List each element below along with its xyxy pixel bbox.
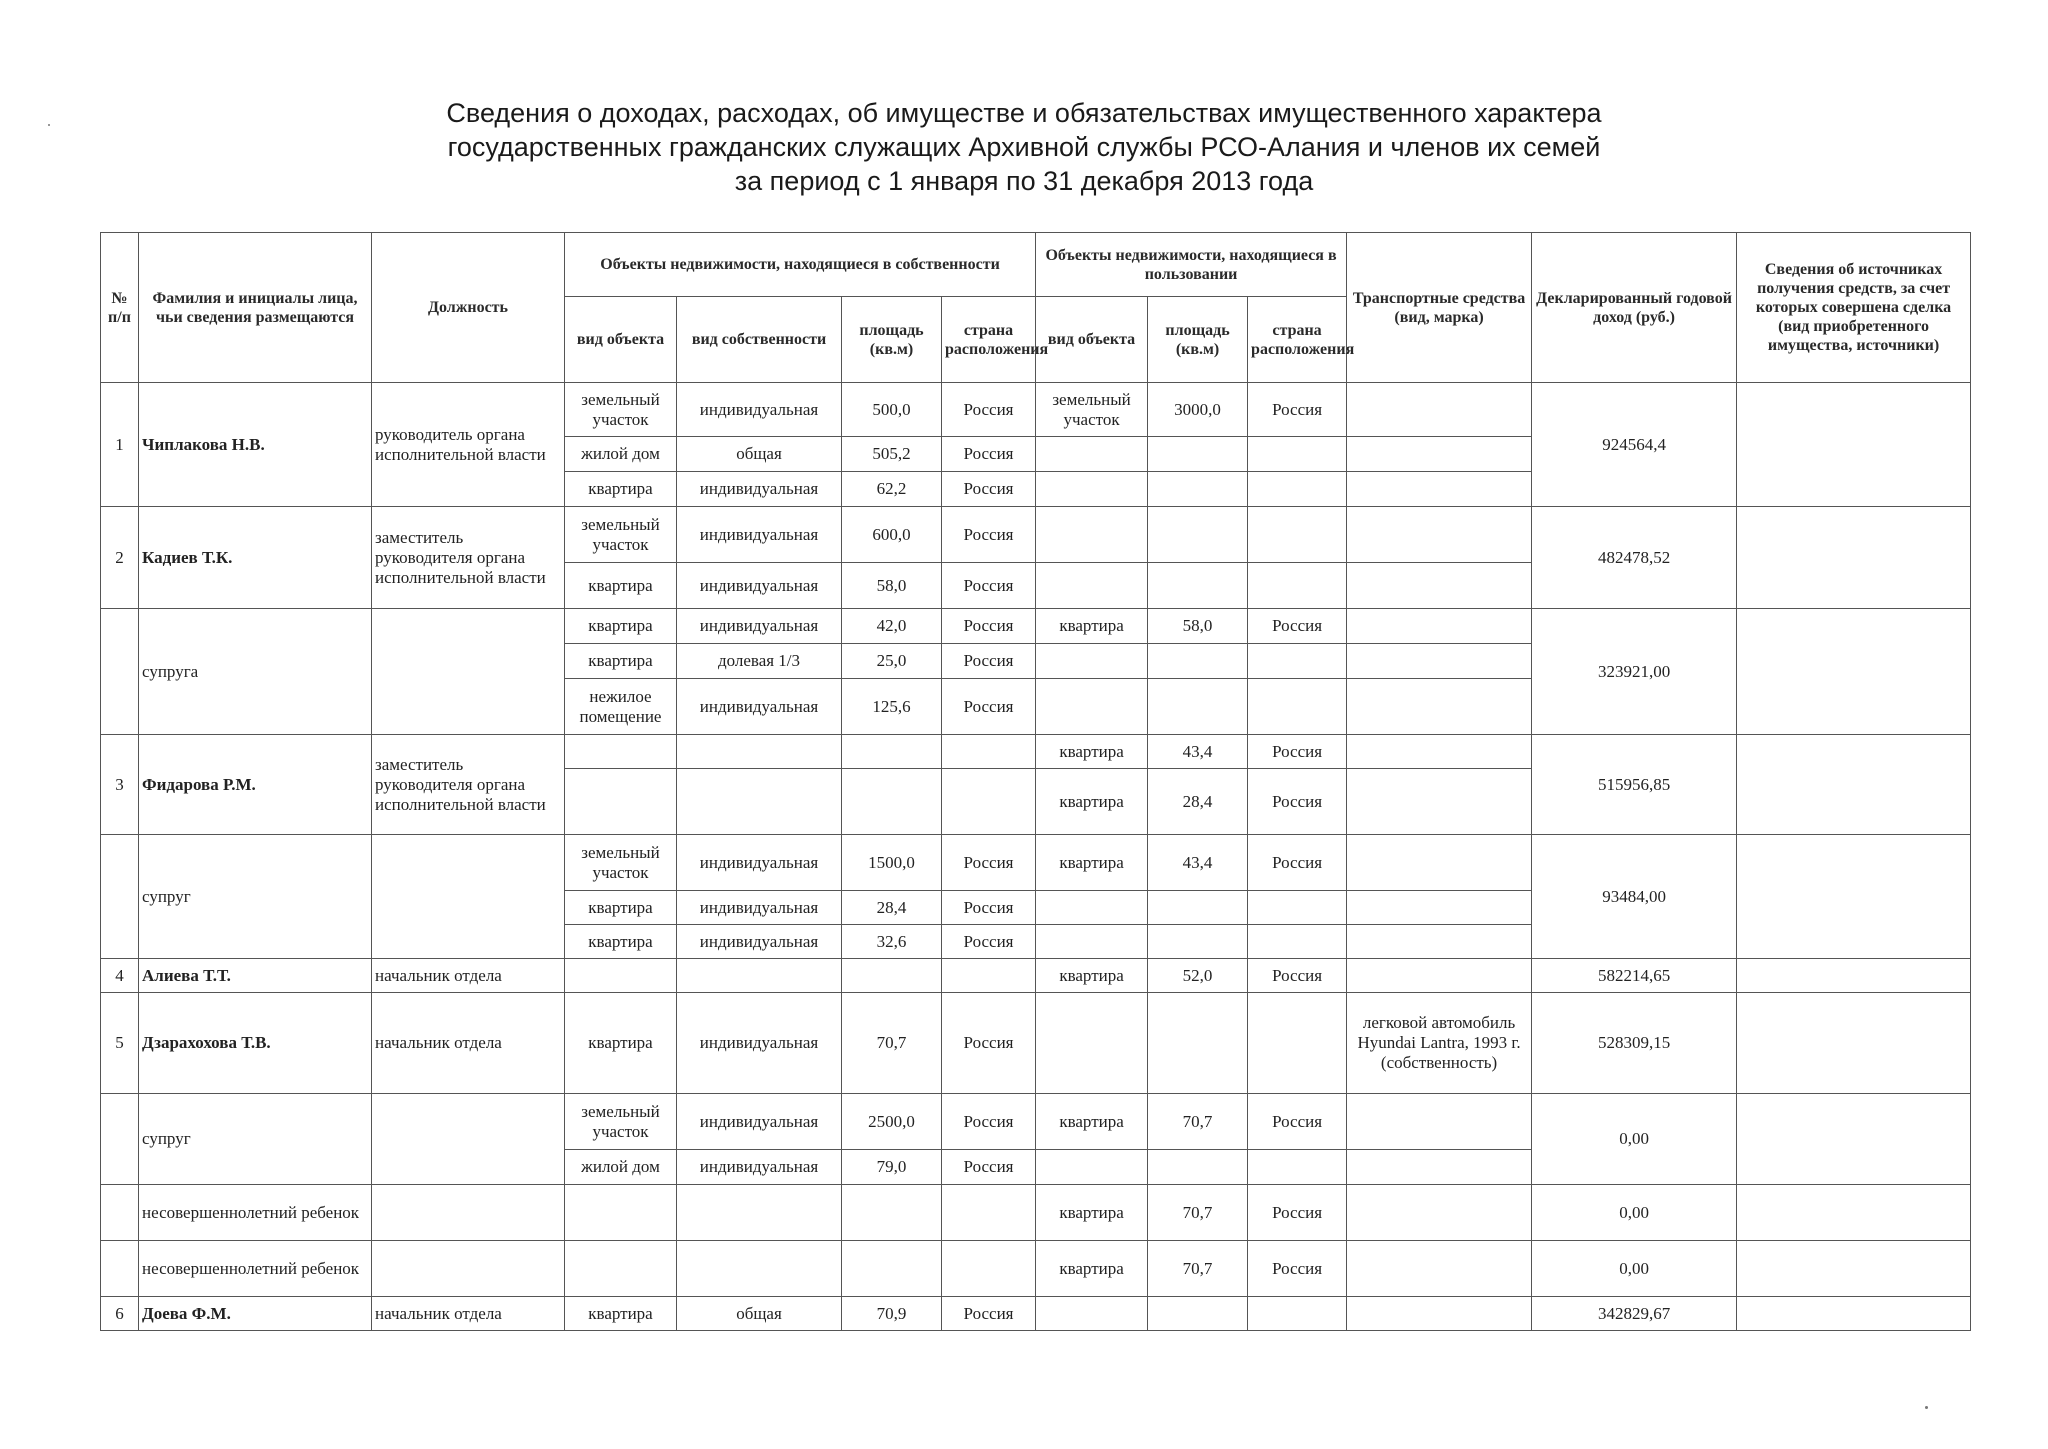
cell-own-country: Россия [942,835,1036,891]
header-position: Должность [372,233,565,383]
cell-income: 528309,15 [1532,993,1737,1094]
cell-own-country: Россия [942,1094,1036,1150]
header-income: Декларированный годовой доход (руб.) [1532,233,1737,383]
scan-speck [48,124,50,126]
cell-name: несовершеннолетний ребенок [139,1185,372,1241]
cell-name: Кадиев Т.К. [139,507,372,609]
cell-sources [1737,1241,1971,1297]
header-num: № п/п [101,233,139,383]
cell-own-type: квартира [565,925,677,959]
cell-num: 2 [101,507,139,609]
cell-use-country: Россия [1248,959,1347,993]
cell-use-type: квартира [1036,769,1148,835]
cell-own-type: жилой дом [565,437,677,472]
cell-use-country: Россия [1248,1185,1347,1241]
cell-income: 93484,00 [1532,835,1737,959]
cell-own-type: квартира [565,891,677,925]
cell-use-country: Россия [1248,735,1347,769]
cell-sources [1737,609,1971,735]
cell-own-type: земельный участок [565,507,677,563]
cell-use-country: Россия [1248,609,1347,644]
header-use-area: площадь (кв.м) [1148,297,1248,383]
header-owned-group: Объекты недвижимости, находящиеся в собственности [565,233,1036,297]
cell-num [101,609,139,735]
cell-own-country: Россия [942,472,1036,507]
cell-income: 0,00 [1532,1241,1737,1297]
cell-use-area: 70,7 [1148,1094,1248,1150]
cell-income: 924564,4 [1532,383,1737,507]
cell-income: 582214,65 [1532,959,1737,993]
cell-position [372,1094,565,1185]
cell-income: 0,00 [1532,1094,1737,1185]
cell-own-kind: долевая 1/3 [677,644,842,679]
cell-own-kind: индивидуальная [677,993,842,1094]
cell-num [101,1094,139,1185]
cell-sources [1737,735,1971,835]
cell-own-area: 600,0 [842,507,942,563]
cell-own-area: 42,0 [842,609,942,644]
cell-own-type: земельный участок [565,383,677,437]
header-own-country: страна расположения [942,297,1036,383]
cell-position: заместитель руководителя органа исполнительной власти [372,735,565,835]
cell-own-kind: индивидуальная [677,679,842,735]
cell-income: 515956,85 [1532,735,1737,835]
cell-position: руководитель органа исполнительной власти [372,383,565,507]
cell-use-area: 58,0 [1148,609,1248,644]
cell-position: заместитель руководителя органа исполнительной власти [372,507,565,609]
cell-own-country: Россия [942,507,1036,563]
cell-own-kind: общая [677,1297,842,1331]
cell-name: супруг [139,835,372,959]
cell-own-country: Россия [942,563,1036,609]
title-line-1: Сведения о доходах, расходах, об имуществе и обязательствах имущественного характера [446,98,1602,128]
cell-name: Алиева Т.Т. [139,959,372,993]
cell-own-area: 500,0 [842,383,942,437]
cell-own-area: 2500,0 [842,1094,942,1150]
cell-own-country: Россия [942,1297,1036,1331]
cell-own-country: Россия [942,437,1036,472]
cell-own-type: квартира [565,993,677,1094]
cell-own-area: 28,4 [842,891,942,925]
cell-num: 3 [101,735,139,835]
cell-use-area: 43,4 [1148,735,1248,769]
cell-use-type: квартира [1036,735,1148,769]
cell-income: 482478,52 [1532,507,1737,609]
header-own-kind: вид собственности [677,297,842,383]
cell-own-area: 70,9 [842,1297,942,1331]
cell-own-type: квартира [565,609,677,644]
cell-own-area: 79,0 [842,1150,942,1185]
cell-position: начальник отдела [372,1297,565,1331]
header-vehicles: Транспортные средства (вид, марка) [1347,233,1532,383]
cell-use-country: Россия [1248,835,1347,891]
cell-use-type: квартира [1036,1185,1148,1241]
cell-sources [1737,1185,1971,1241]
cell-name: несовершеннолетний ребенок [139,1241,372,1297]
cell-use-type: квартира [1036,959,1148,993]
cell-own-country: Россия [942,891,1036,925]
cell-use-type: земельный участок [1036,383,1148,437]
cell-own-kind: индивидуальная [677,925,842,959]
title-line-3: за период с 1 января по 31 декабря 2013 года [734,166,1314,196]
cell-use-country: Россия [1248,1094,1347,1150]
cell-use-area: 3000,0 [1148,383,1248,437]
cell-own-country: Россия [942,925,1036,959]
cell-own-area: 1500,0 [842,835,942,891]
header-use-country: страна расположения [1248,297,1347,383]
cell-use-country: Россия [1248,383,1347,437]
cell-own-kind: индивидуальная [677,1150,842,1185]
cell-use-type: квартира [1036,835,1148,891]
cell-own-kind: индивидуальная [677,472,842,507]
cell-sources [1737,383,1971,507]
cell-name: супруга [139,609,372,735]
cell-use-area: 28,4 [1148,769,1248,835]
cell-num: 4 [101,959,139,993]
cell-sources [1737,959,1971,993]
cell-use-area: 70,7 [1148,1241,1248,1297]
cell-own-type: земельный участок [565,1094,677,1150]
cell-name: Доева Ф.М. [139,1297,372,1331]
cell-position [372,609,565,735]
cell-own-area: 125,6 [842,679,942,735]
cell-num [101,835,139,959]
cell-name: Дзарахохова Т.В. [139,993,372,1094]
table-row [101,959,1971,993]
cell-own-country: Россия [942,679,1036,735]
cell-use-type: квартира [1036,609,1148,644]
cell-own-country: Россия [942,383,1036,437]
cell-own-type: квартира [565,472,677,507]
cell-own-area: 70,7 [842,993,942,1094]
cell-position [372,835,565,959]
cell-income: 0,00 [1532,1185,1737,1241]
table-row [101,1094,1971,1150]
cell-own-country: Россия [942,644,1036,679]
header-own-type: вид объекта [565,297,677,383]
cell-vehicle: легковой автомобиль Hyundai Lantra, 1993 г. (собственность) [1347,993,1532,1094]
header-own-area: площадь (кв.м) [842,297,942,383]
cell-use-country: Россия [1248,769,1347,835]
header-name: Фамилия и инициалы лица, чьи сведения размещаются [139,233,372,383]
table-row [101,609,1971,644]
cell-use-area: 52,0 [1148,959,1248,993]
cell-own-country: Россия [942,609,1036,644]
cell-own-type: квартира [565,563,677,609]
cell-name: Чиплакова Н.В. [139,383,372,507]
cell-use-country: Россия [1248,1241,1347,1297]
cell-own-type: земельный участок [565,835,677,891]
title-line-2: государственных гражданских служащих Архивной службы РСО-Алания и членов их семей [447,132,1601,162]
cell-use-type: квартира [1036,1094,1148,1150]
cell-own-area: 58,0 [842,563,942,609]
cell-position: начальник отдела [372,993,565,1094]
cell-use-area: 70,7 [1148,1185,1248,1241]
cell-own-kind: индивидуальная [677,383,842,437]
cell-num: 5 [101,993,139,1094]
table-row [101,735,1971,769]
cell-own-area: 62,2 [842,472,942,507]
cell-sources [1737,507,1971,609]
cell-num [101,1241,139,1297]
cell-use-type: квартира [1036,1241,1148,1297]
cell-sources [1737,835,1971,959]
cell-own-country: Россия [942,1150,1036,1185]
cell-own-type: квартира [565,1297,677,1331]
declarations-table [100,232,1971,1331]
cell-sources [1737,1297,1971,1331]
cell-use-area: 43,4 [1148,835,1248,891]
cell-own-kind: индивидуальная [677,891,842,925]
cell-num [101,1185,139,1241]
cell-own-type: жилой дом [565,1150,677,1185]
table-row [101,1297,1971,1331]
table-row [101,1241,1971,1297]
cell-name: Фидарова Р.М. [139,735,372,835]
header-sources: Сведения об источниках получения средств, за счет которых совершена сделка (вид приобретенного имущества, источники) [1737,233,1971,383]
cell-own-type: нежилое помещение [565,679,677,735]
cell-own-country: Россия [942,993,1036,1094]
table-row [101,1185,1971,1241]
header-use-type: вид объекта [1036,297,1148,383]
cell-own-type: квартира [565,644,677,679]
cell-own-kind: индивидуальная [677,1094,842,1150]
table-row [101,993,1971,1094]
table-row [101,835,1971,891]
cell-position: начальник отдела [372,959,565,993]
cell-vehicle [1347,383,1532,437]
table-row [101,383,1971,437]
header-used-group: Объекты недвижимости, находящиеся в пользовании [1036,233,1347,297]
scan-speck [1925,1406,1928,1409]
cell-own-area: 25,0 [842,644,942,679]
table-row [101,507,1971,563]
cell-own-kind: индивидуальная [677,563,842,609]
cell-own-kind: индивидуальная [677,507,842,563]
cell-sources [1737,1094,1971,1185]
cell-own-kind: общая [677,437,842,472]
cell-own-area: 32,6 [842,925,942,959]
cell-income: 323921,00 [1532,609,1737,735]
cell-own-kind: индивидуальная [677,835,842,891]
cell-own-kind: индивидуальная [677,609,842,644]
cell-num: 1 [101,383,139,507]
cell-name: супруг [139,1094,372,1185]
document-title [0,96,2048,198]
cell-income: 342829,67 [1532,1297,1737,1331]
cell-own-area: 505,2 [842,437,942,472]
cell-sources [1737,993,1971,1094]
cell-num: 6 [101,1297,139,1331]
